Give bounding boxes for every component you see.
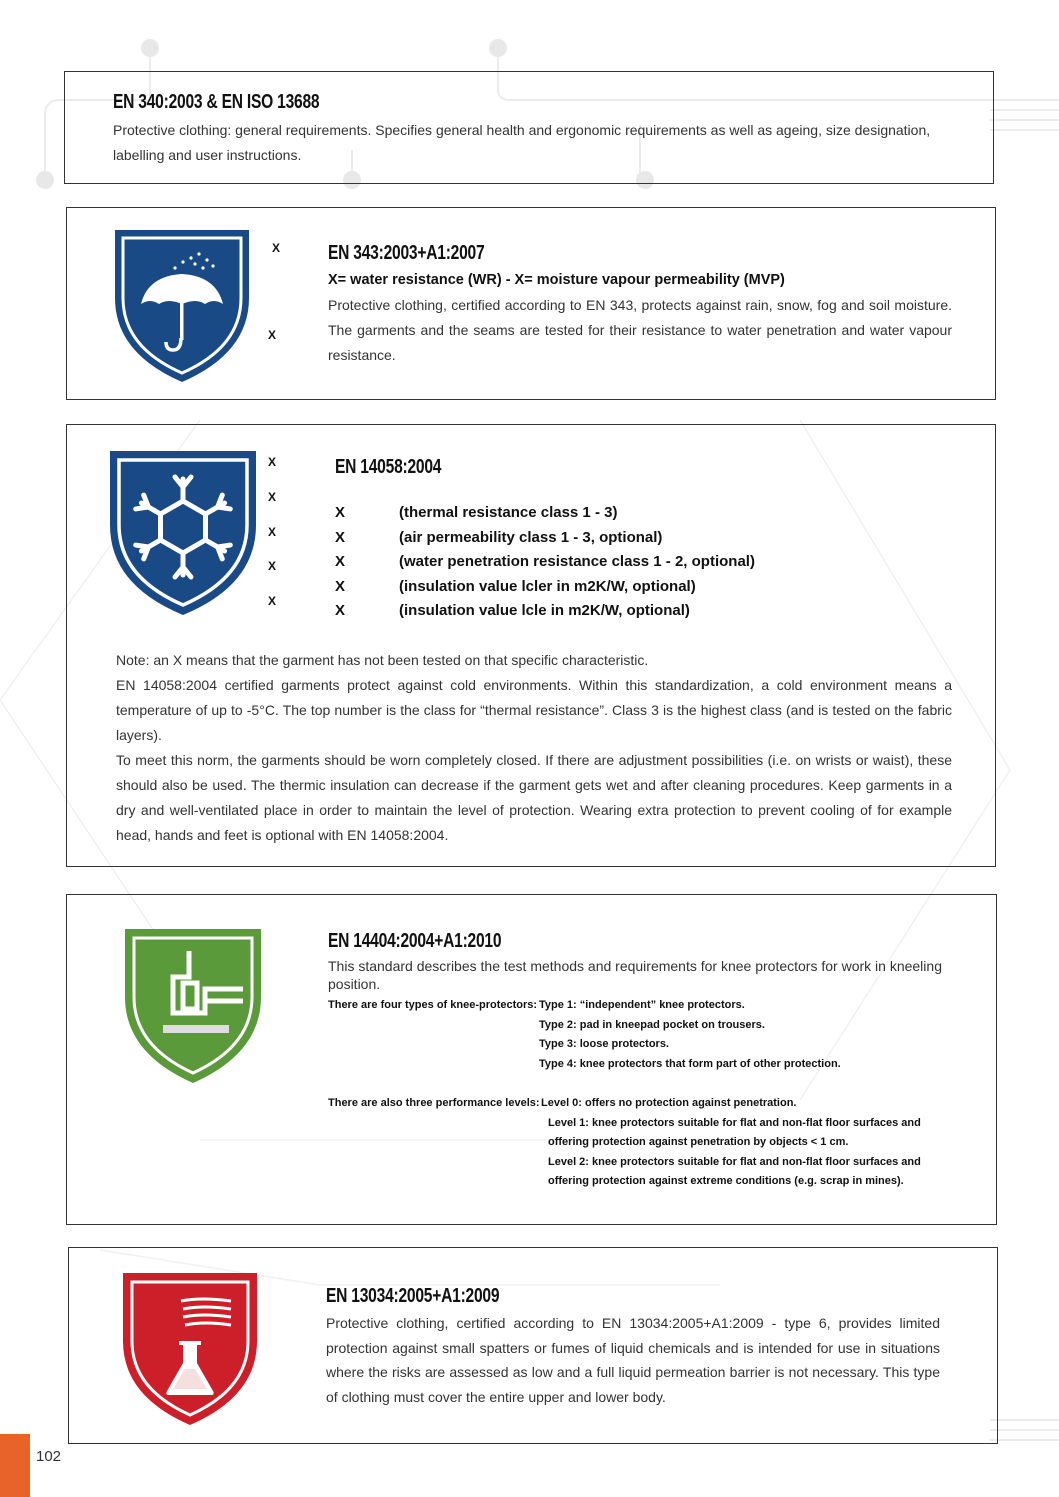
en340-title: EN 340:2003 & EN ISO 13688 [113, 91, 320, 113]
en14058-note: Note: an X means that the garment has not been tested on that specific characteristic. [116, 652, 649, 668]
umbrella-rain-shield-icon [113, 228, 251, 384]
list-item: X (thermal resistance class 1 - 3) [335, 504, 618, 521]
snowflake-shield-icon [108, 449, 258, 617]
en13034-description: Protective clothing, certified according to EN 13034:2005+A1:2009 - type 6, provides limited protection against small spatters or fumes of liquid chemicals and is intended for use in situations where the risks are assessed as low and a full liquid permeation barrier is not necessary. This type of clothing must cover the entire upper and lower body. [326, 1315, 940, 1405]
en13034-title: EN 13034:2005+A1:2009 [326, 1285, 500, 1307]
en14404-types-label: There are four types of knee-protectors: [328, 999, 538, 1011]
en14058-mark-3: X [268, 525, 277, 539]
en14058-characteristics-list [335, 501, 755, 624]
en343-section [66, 207, 996, 400]
list-item: Type 2: pad in kneepad pocket on trousers. [539, 1018, 765, 1031]
en14058-mark-4: X [268, 559, 277, 573]
en340-section [64, 71, 994, 184]
en14404-levels-list [541, 1094, 921, 1192]
en13034-section [68, 1247, 998, 1444]
en14058-mark-1: X [268, 455, 277, 469]
en343-subtitle: X= water resistance (WR) - X= moisture vapour permeability (MVP) [328, 272, 785, 288]
en343-mark-bottom: X [268, 328, 277, 342]
list-item: X (insulation value lcle in m2K/W, optional) [335, 602, 690, 620]
list-item: offering protection against extreme conditions (e.g. scrap in mines). [548, 1175, 904, 1187]
en14058-paragraph-2: To meet this norm, the garments should be worn completely closed. If there are adjustment possibilities (i.e. on wrists or waist), these should also be used. The thermic insulation can decrease if the garment gets wet and after cleaning procedures. Keep garments in a dry and well-ventilated place in order to maintain the level of protection. Wearing extra protection to prevent cooling of for example head, hands and feet is optional with EN 14058:2004. [116, 752, 952, 843]
list-item: X (air permeability class 1 - 3, optional) [335, 528, 663, 546]
page-tab-marker [0, 1434, 30, 1497]
page-number: 102 [36, 1448, 62, 1465]
en14058-paragraph-1: EN 14058:2004 certified garments protect against cold environments. Within this standardization, a cold environment means a temperature of up to -5°C. The top number is the class for “thermal resistance”. Class 3 is the highest class (and is tested on the fabric layers). [116, 677, 952, 743]
en14404-title: EN 14404:2004+A1:2010 [328, 930, 502, 952]
kneeling-shield-icon [123, 927, 263, 1085]
en14058-title: EN 14058:2004 [335, 456, 442, 478]
list-item: Type 1: “independent” knee protectors. [539, 999, 745, 1011]
en340-description: Protective clothing: general requirements. Specifies general health and ergonomic requirements as well as ageing, size designation, labelling and user instructions. [113, 122, 931, 163]
list-item: Level 2: knee protectors suitable for flat and non-flat floor surfaces and [548, 1155, 921, 1168]
chemical-flask-shield-icon [121, 1271, 259, 1427]
list-item: X (insulation value lcler in m2K/W, optional) [335, 577, 696, 595]
en14404-section [66, 894, 997, 1225]
list-item: Level 0: offers no protection against penetration. [541, 1097, 797, 1109]
list-item: Level 1: knee protectors suitable for flat and non-flat floor surfaces and [548, 1116, 921, 1129]
list-item: offering protection against penetration by objects < 1 cm. [548, 1136, 849, 1148]
en14058-mark-2: X [268, 490, 277, 504]
en14058-text-block [116, 648, 952, 848]
list-item: Type 3: loose protectors. [539, 1038, 669, 1050]
en343-title: EN 343:2003+A1:2007 [328, 242, 485, 264]
en343-mark-top: X [272, 241, 281, 255]
list-item: Type 4: knee protectors that form part of other protection. [539, 1057, 841, 1070]
en14058-mark-5: X [268, 594, 277, 608]
list-item: X (water penetration resistance class 1 - 2, optional) [335, 553, 755, 571]
en343-description: Protective clothing, certified according to EN 343, protects against rain, snow, fog and soil moisture. The garments and the seams are tested for their resistance to water penetration and water vapour resistance. [328, 297, 952, 363]
en14404-levels-label: There are also three performance levels: [328, 1097, 540, 1109]
en14058-section [66, 424, 996, 867]
en14404-types-list [539, 996, 841, 1074]
en14404-description: This standard describes the test methods and requirements for knee protectors for work in kneeling position. [328, 958, 942, 992]
